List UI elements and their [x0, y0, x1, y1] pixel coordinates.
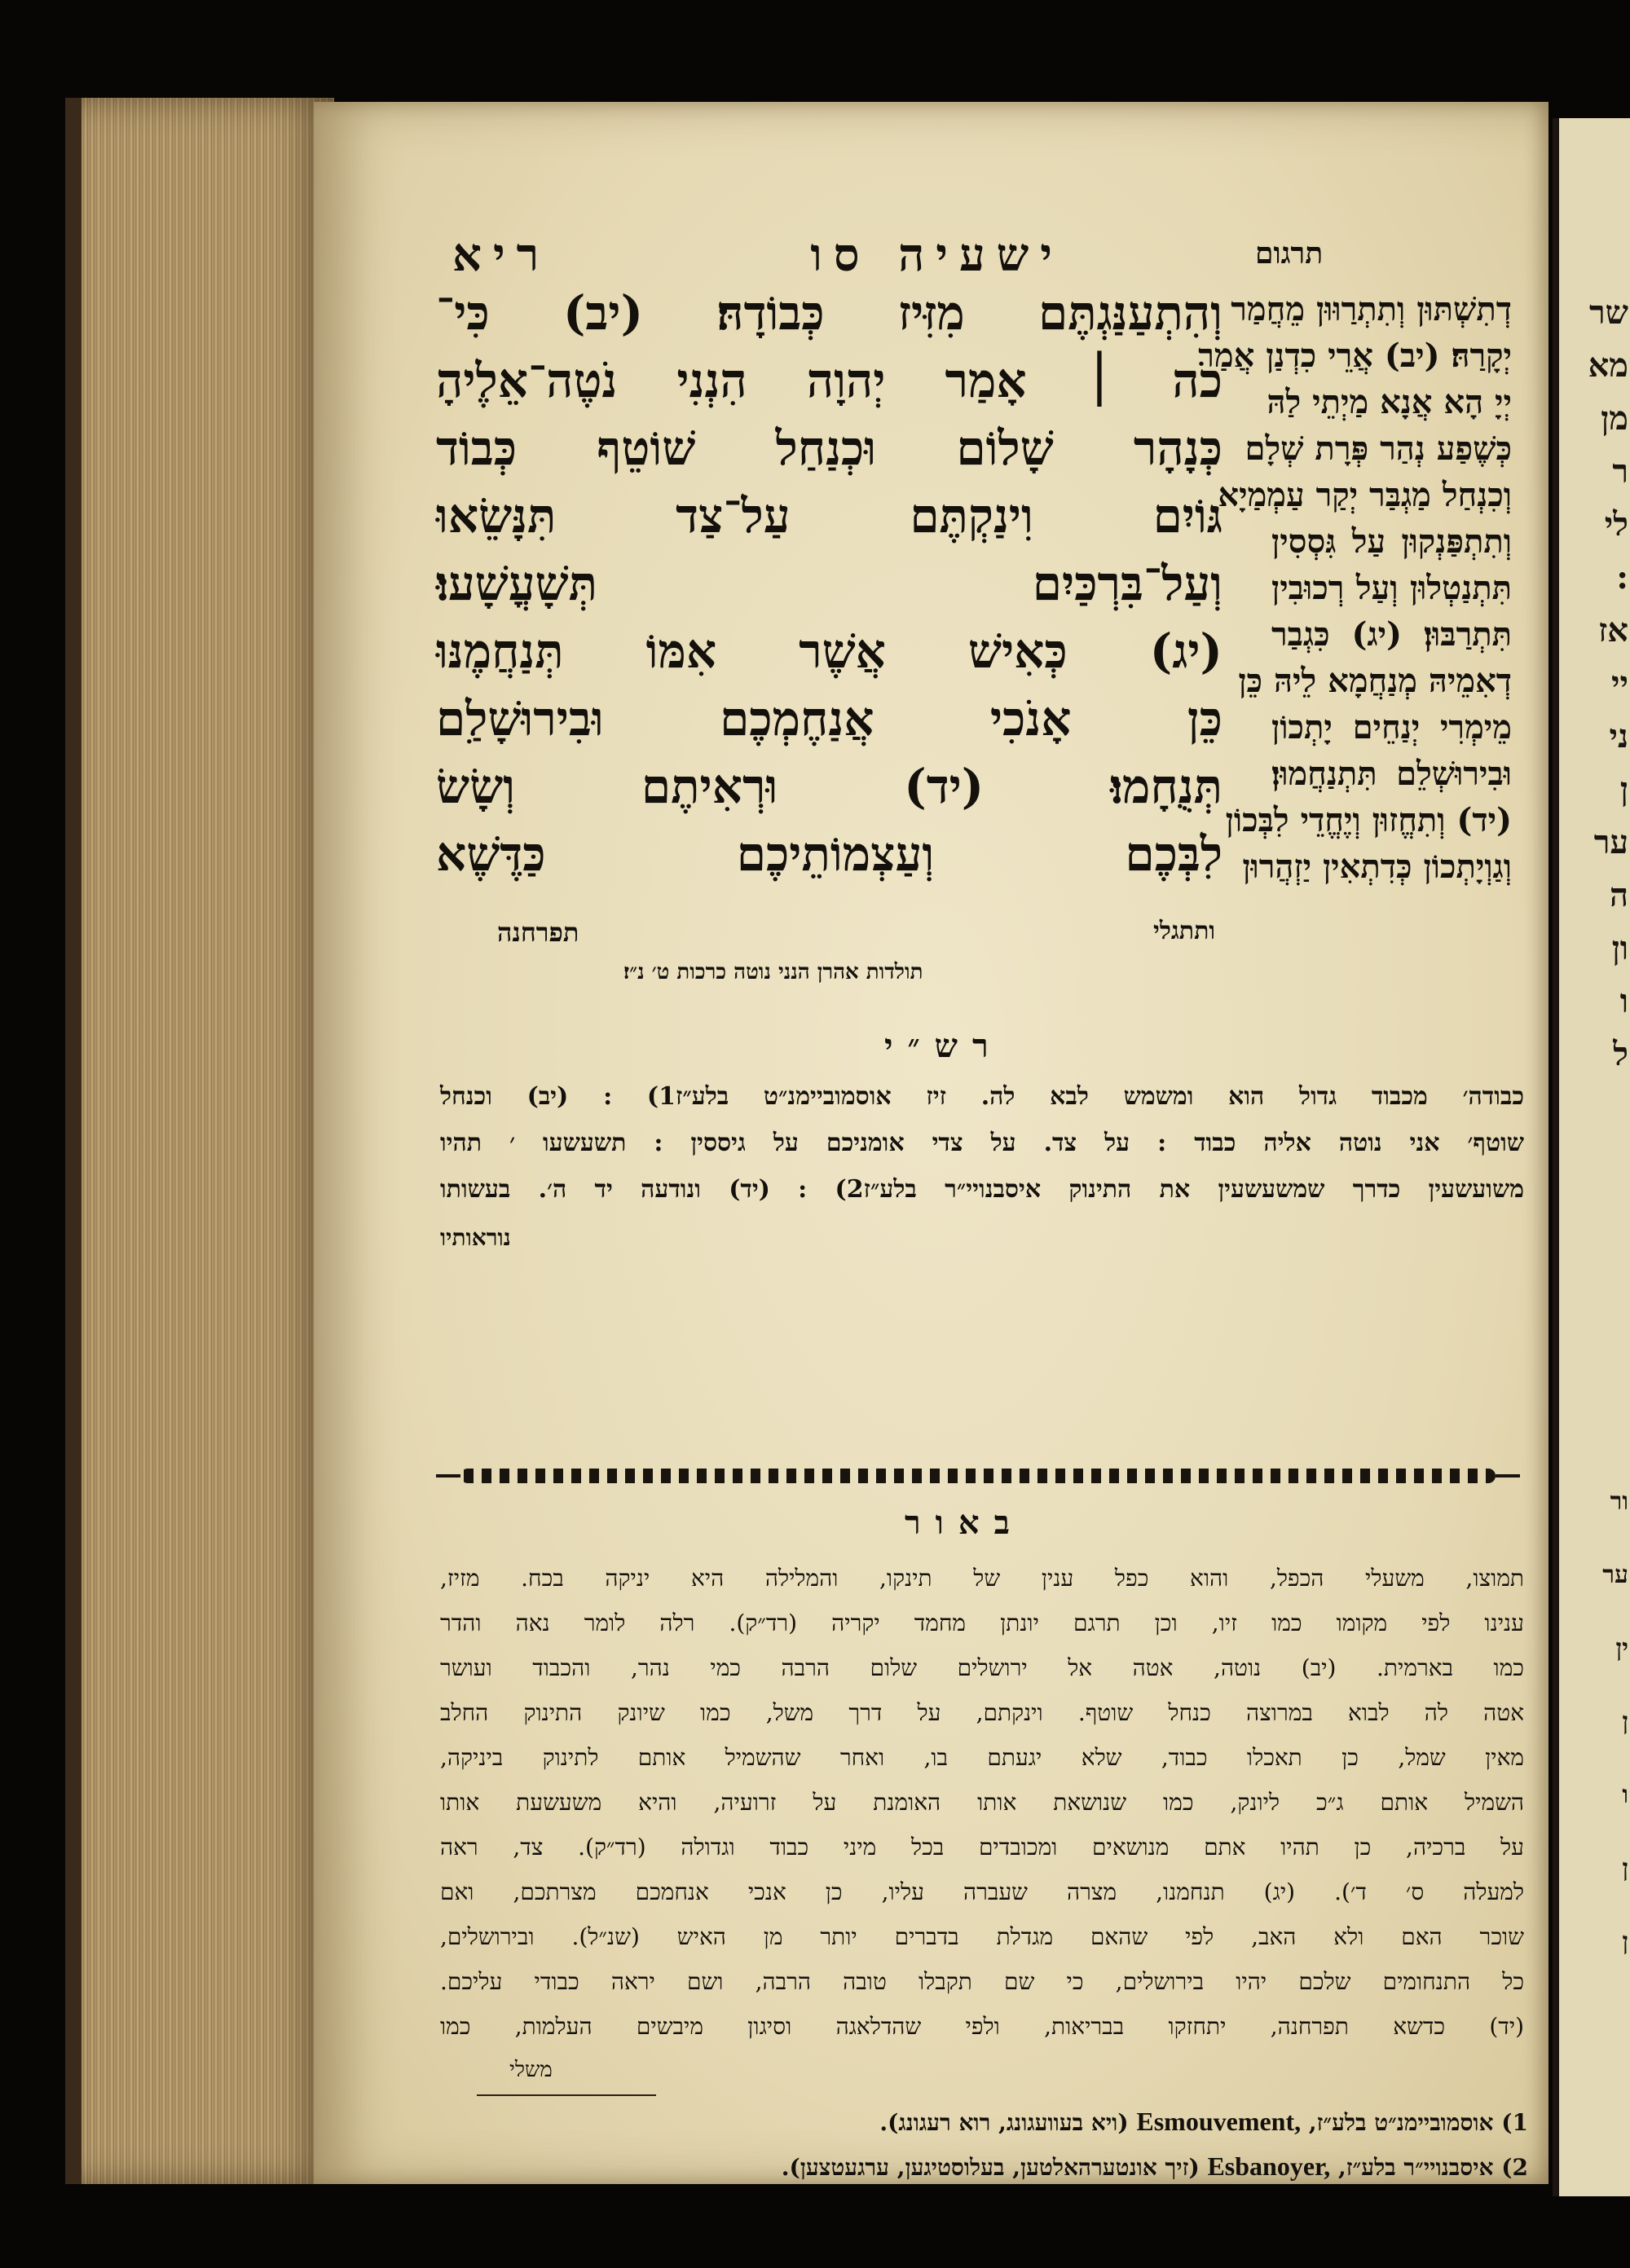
targum-line: וּבִירוּשְׁלֵם תִּתְנַחֲמוּן׃: [1271, 755, 1512, 793]
facing-text: ין: [1615, 1634, 1628, 1662]
rashi-heading: רש״י: [884, 1027, 1003, 1065]
targum-line: וְגַוְיָתְכוֹן כְּדִתְאִין יַזְהֲרוּן: [1242, 848, 1512, 886]
targum-line: תִּתְנַטְלוּן וְעַל רְכוּבִין: [1271, 569, 1512, 607]
rashi-line: כבודה׳ מכבוד גדול הוא ומשמש לבא לה. זיז אוסמוביימנ״ט בלע״ז1) : (יב) וכנחל: [440, 1082, 1524, 1111]
facing-text: ו: [1619, 982, 1628, 1020]
main-text-line: תְּנֻחָמוּ׃ (יד) וּרְאִיתֶם וְשָׂשׂ: [436, 759, 1222, 814]
rashi-line: משועשעין כדרך שמשעשעין את התינוק איסבנויי״ר בלע״ז2) : (יד) ונודעה יד ה׳. בעשותו: [440, 1175, 1524, 1204]
biur-line: תמוצו, משעלי הכפל, והוא כפל ענין של תינקו, והמלילה היא יניקה בכח. מזיז,: [440, 1565, 1524, 1592]
targum-catchword: ותתגלי: [1153, 917, 1216, 945]
facing-text: ל: [1613, 1035, 1628, 1073]
footnote-rule: [477, 2094, 656, 2096]
biur-line: שוכר האם ולא האב, לפי שהאם מגדלת בדברים יותר מן האיש (שנ״ל). ובירושלים,: [440, 1923, 1524, 1950]
footnote-german: (זיך אונטערהאלטען, בעלוסטיגען, ערגעטצען).: [781, 2154, 1200, 2181]
facing-text: מא: [1588, 346, 1628, 385]
targum-line: וְכִנְחַל מַגְבַּר יְקַר עַמְמַיָא: [1218, 476, 1512, 514]
facing-text: ר: [1612, 452, 1628, 491]
footnote-number: 2): [1501, 2154, 1528, 2181]
facing-text: ור: [1610, 1487, 1628, 1516]
facing-text: ער: [1602, 1561, 1628, 1589]
book-fore-edge: [65, 98, 334, 2184]
main-text-line: (יג) כְּאִישׁ אֲשֶׁר אִמּוֹ תְּנַחֲמֶנּוּ: [436, 623, 1222, 679]
facing-text: מן: [1601, 399, 1628, 438]
facing-text: ן: [1622, 1707, 1628, 1736]
main-text-line: וְעַל־בִּרְכַּיִם תְּשָׁעֳשָׁעוּ׃: [436, 556, 1222, 611]
facing-text: יי: [1611, 664, 1628, 702]
targum-line: מֵימְרִי יְנַחֵים יָתְכוֹן: [1271, 708, 1512, 746]
footnote-2: [566, 2151, 1528, 2182]
biur-catchword: משלי: [509, 2058, 553, 2082]
targum-line: יְקָרַהּ׃ (יב) אֲרֵי כִדְנַן אֲמַר: [1198, 337, 1512, 375]
rashi-catchword: נוראותיו: [440, 1224, 511, 1251]
footnote-1: [566, 2107, 1528, 2137]
main-text-line: כְּנָהָר שָׁלוֹם וּכְנַחַל שׁוֹטֵף כְּבוֹד: [436, 421, 1222, 476]
targum-line: כְּשֶׁפַע נְהַר פְּרָת שְׁלָם: [1245, 429, 1512, 468]
facing-text: שר: [1589, 293, 1628, 332]
facing-text: ו: [1622, 1781, 1628, 1809]
footnote-latin: Esmouvement,: [1136, 2107, 1302, 2136]
facing-page-fragment: [1553, 118, 1630, 2196]
targum-column-title: תרגום: [1255, 236, 1324, 271]
biur-line: כמו בארמית. (יב) נוטה, אטה אל ירושלים שלום הרבה כמי נהר, והכבוד ועושר: [440, 1654, 1524, 1681]
book-page: [314, 102, 1548, 2184]
facing-text: :: [1616, 558, 1628, 597]
targum-line: (יד) וְתִחֱזוּן וְיֶחֱדֵי לִבְּכוֹן: [1225, 801, 1512, 839]
biur-heading: באור: [905, 1504, 1024, 1542]
facing-text: ער: [1593, 823, 1628, 861]
biur-line: מאין שמל, כן תאכלו כבוד, שלא יגעתם בו, ואחר שהשמיל אותם לתינוק ביניקה,: [440, 1744, 1524, 1771]
main-catchword: תפרחנה: [497, 917, 579, 948]
facing-text: אז: [1598, 611, 1628, 650]
facing-text: ן: [1619, 770, 1628, 808]
rashi-line: שוטף׳ אני נוטה אליה כבוד : על צד. על צדי אומניכם על גיססין : תשעשעו ׳ תהיו: [440, 1129, 1524, 1157]
footnote-german: (ויא בעוועגונג, רוא רעגונג).: [879, 2109, 1129, 2136]
footnote-hebrew: איסבנויי״ר בלע״ז,: [1338, 2154, 1494, 2181]
targum-line: תִּתְרַבּוּן׃ (יג) כִּגְבַר: [1271, 615, 1512, 654]
biur-line: על ברכיה, כן תהיו אתם מנושאים ומכובדים בכל מיני כבוד וגדולה (רד״ק). צד, ראה: [440, 1834, 1524, 1861]
biur-line: למעלה ס׳ ד׳). (יג) תנחמנו, מצרה שעברה עליו, כן אנכי אנחמכם מצרתכם, ואם: [440, 1878, 1524, 1905]
biur-line: (יד) כדשא תפרחנה, יתחזקו בבריאות, ולפי שהדלאגה וסיגון מיבשים העלמות, כמו: [440, 2013, 1524, 2040]
main-text-line: גּוֹיִם וִינַקְתֶּם עַל־צַד תִּנָּשֵׂאוּ: [436, 488, 1222, 544]
page-number: ריא: [452, 228, 551, 282]
facing-text: לי: [1604, 505, 1628, 544]
facing-text: ני: [1609, 717, 1628, 755]
facing-text: ן: [1622, 1927, 1628, 1956]
footnote-number: 1): [1501, 2109, 1528, 2136]
targum-line: יְיָ הָא אֲנָא מַיְתֵי לַהּ: [1267, 383, 1512, 421]
biur-line: אטה לה לבוא במרוצה כנחל שוטף. וינקתם, על דרך משל, כמו שיונק התינוק החלב: [440, 1699, 1524, 1726]
main-text-line: כֹה ׀ אָמַר יְהוָה הִנְנִי נֹטֶה־אֵלֶיהָ: [436, 353, 1222, 408]
biur-line: ענינו לפי מקומו כמו זיו, וכן תרגם יונתן מחמד יקריה (רד״ק). רלה לומר נאה והדר: [440, 1610, 1524, 1636]
main-text-line: לִבְּכֶם וְעַצְמוֹתֵיכֶם כַּדֶּשֶׁא: [436, 826, 1222, 882]
facing-text: ה: [1609, 876, 1628, 914]
toldot-aharon-note: תולדות אהרן הנני נוטה כרכות ט׳ נ״ז׃: [623, 960, 923, 984]
book-chapter: ישעיה סו: [810, 228, 1064, 282]
main-text-line: וְהִתְעַנַּגְתֶּם מִזִּיז כְּבוֹדָהּ׃ (יב) כִּי־: [436, 285, 1222, 341]
facing-text: ון: [1611, 929, 1628, 967]
biur-line: כל התנחומים שלכם יהיו בירושלים, כי שם תקבלו טובה הרבה, ושם יראה כבודי עליכם.: [440, 1968, 1524, 1995]
ornamental-divider: [436, 1467, 1520, 1485]
facing-text: ן: [1622, 1854, 1628, 1883]
targum-line: וְתִתְפַּנְקוּן עַל גִּסְסִין: [1271, 522, 1512, 561]
footnote-hebrew: אוסמוביימנ״ט בלע״ז,: [1308, 2109, 1494, 2136]
footnote-latin: Esbanoyer,: [1207, 2151, 1331, 2181]
targum-line: דְאִמֵיהּ מְנַחֲמָא לֵיהּ כֵּן: [1238, 662, 1512, 700]
main-text-line: כֵּן אָנֹכִי אֲנַחֶמְכֶם וּבִירוּשָׁלִַם: [436, 691, 1222, 746]
targum-line: דְתִשְׁתּוּן וְתִתְרַוּוּן מֵחֲמַר: [1231, 290, 1512, 328]
biur-line: השמיל אותם ג״כ ליונק, כמו שנושאת אותו האומנת על זרועיה, והיא משעשעת אותו: [440, 1789, 1524, 1816]
